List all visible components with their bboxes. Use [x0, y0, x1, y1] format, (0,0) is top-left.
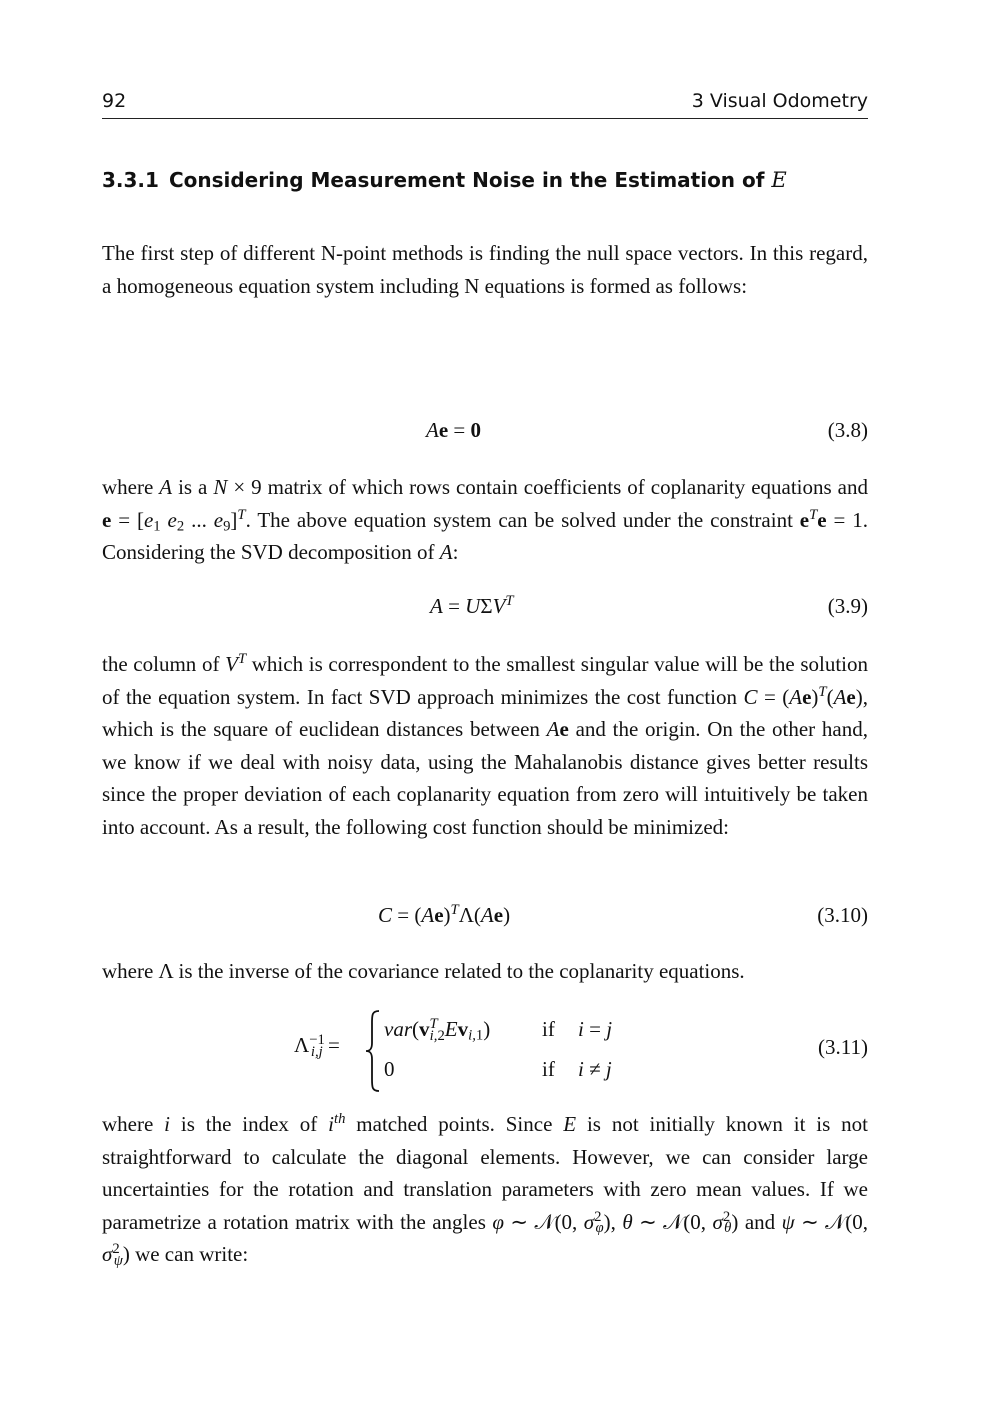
equation-3-11-number: (3.11): [818, 1035, 868, 1059]
equation-3-10: [102, 897, 868, 937]
case-2-expression: 0: [384, 1057, 395, 1081]
paragraph-2: where A is a N × 9 matrix of which rows contain coefficients of coplanarity equations and $e = [e_1$ $e_2$ ... $e_9]^T$. The above equation system can be solved under the constraint $e^Te = 1$. Considering the SVD decomposition of A:: [102, 475, 869, 565]
section-title-text: Considering Measurement Noise in the Estimation of: [168, 168, 765, 192]
equation-3-11: [102, 1005, 868, 1095]
running-header: [102, 88, 868, 119]
paragraph-3: the column of $V^T$ which is correspondent to the smallest singular value will be the solution of the equation system. In fact SVD approach minimizes the cost function $C = (Ae)^T(Ae)$, which is the square of euclidean distances between Ae and the origin. On the other hand, we know if we deal with noisy data, using the Mahalanobis distance gives better results since the proper deviation of each coplanarity equation from zero will intuitively be taken into account. As a result, the following cost function should be minimized:: [102, 650, 868, 839]
page-number: 92: [102, 90, 127, 112]
section-title-variable: E: [771, 168, 787, 192]
section-heading: [102, 168, 787, 192]
case-1-expression: $var(v^T_{i,2}Ev_{i,1})$: [384, 1015, 491, 1044]
paragraph-1: The first step of different N-point methods is finding the null space vectors. In this regard, a homogeneous equation system including N equations is formed as follows:: [102, 241, 868, 298]
equation-3-10-number: (3.10): [817, 903, 868, 927]
equation-3-8-body: Ae = 0: [426, 418, 481, 442]
case-2-condition: if i ≠ j: [542, 1057, 612, 1081]
chapter-title: 3 Visual Odometry: [691, 90, 868, 112]
equation-3-10-body: $C = (Ae)^T\Lambda(Ae)$: [378, 901, 511, 927]
equation-3-9-body: $A = U\Sigma V^T$: [430, 592, 514, 618]
paragraph-5: where i is the index of $i^{th}$ matched points. Since E is not initially known it is not straightforward to calculate the diagonal elements. However, we can consider large uncertainties for the rotation and translation parameters with zero mean values. If we parametrize a rotation matrix with the angles φ ∼ 𝒩(0, $\sigma^2_\varphi$), θ ∼ 𝒩(0, $\sigma^2_\theta$) and ψ ∼ 𝒩(0, $\sigma^2_\psi$) we can write:: [102, 1110, 868, 1270]
paragraph-4: where Λ is the inverse of the covariance related to the coplanarity equations.: [102, 959, 745, 983]
section-number: 3.3.1: [102, 168, 159, 192]
equation-3-8-number: (3.8): [827, 418, 868, 442]
equation-3-11-lhs: $\Lambda^{-1}_{i,j}$ =: [294, 1031, 340, 1060]
equation-3-9: [102, 588, 868, 628]
equation-3-9-number: (3.9): [827, 594, 868, 618]
case-1-condition: if i = j: [542, 1017, 613, 1041]
equation-3-8: [102, 412, 868, 452]
left-brace-icon: [364, 1009, 382, 1093]
